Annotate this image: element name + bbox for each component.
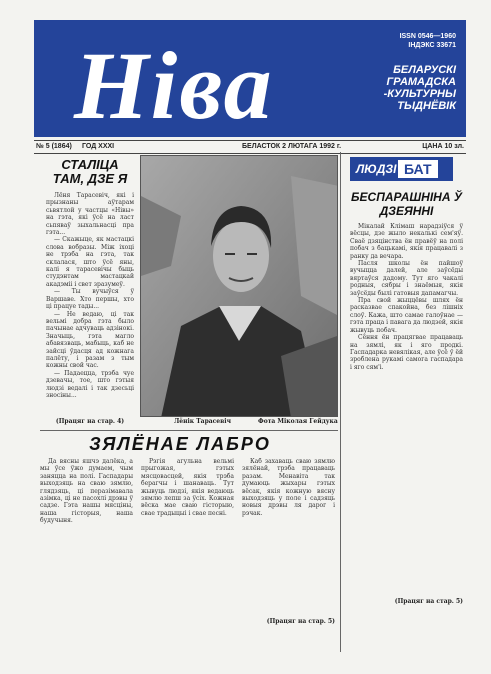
column-divider: [340, 152, 341, 652]
index-number: ІНДЭКС 33671: [408, 42, 456, 49]
masthead: [34, 20, 466, 137]
article-right: [350, 190, 463, 625]
rubric-badge: БАТ: [398, 160, 438, 178]
section-rule: [40, 430, 338, 431]
issue-number: № 5 (1864): [36, 143, 72, 150]
article-right-body: [350, 223, 463, 625]
paragraph: Пасля школы ён пайшоў вучыцца далей, але заўсёды вяртаўся дадому. Тут яго чакалі родныя, сябры і знаёмыя, якія заўсёды былі гатовыя дапамагчы.: [350, 260, 463, 297]
article-right-continue: (Працяг на стар. 5): [394, 598, 463, 605]
article-left-body: [46, 192, 134, 446]
issue-bar: [34, 140, 466, 154]
slogan-line: ГРАМАДСКА: [386, 76, 456, 88]
paragraph: — Ты вучыўся ў Варшаве. Хто першы, хто ці працуе тады...: [46, 288, 134, 311]
article-left-continue: (Працяг на стар. 4): [55, 418, 125, 425]
paragraph: Лёня Тарасевіч, які і прызнаны аўтарам сьвятлой у частцы «Нівы» на гэта, які ўсё на ласт сьпяваў зыхальнасці пра гэта...: [46, 192, 134, 237]
article-right-title: БЕСПАРАШНІНА Ў ДЗЕЯННІ: [351, 190, 462, 218]
photo-subject: Лёнік Тарасевіч: [174, 418, 231, 425]
rubric-ribbon: [350, 157, 453, 181]
article-bottom-continue: (Працяг на стар. 5): [266, 618, 335, 625]
article-bottom-column: [40, 458, 133, 613]
issn-number: ISSN 0546—1960: [399, 33, 456, 40]
issue-year: ГОД XXXI: [82, 143, 115, 150]
paragraph: Пра свой жыццёвы шлях ён расказвае спакойна, без лішніх слоў. Кажа, што самае галоўнае — гэта праца і павага да людзей, якія жывуць побач.: [350, 297, 463, 334]
issue-place-date: БЕЛАСТОК 2 ЛЮТАГА 1992 г.: [242, 143, 342, 150]
article-bottom-column: [242, 458, 335, 613]
article-bottom-column: [141, 458, 234, 613]
paragraph: — Падаецца, трэба чуе дзевачы, тое, што гэтыя людзі ведалі і так дзесьці зносіны...: [46, 369, 134, 399]
slogan: [356, 64, 456, 112]
article-bottom-title: ЗЯЛЁНАЕ ЛАБРО: [89, 434, 271, 454]
paragraph: Сёння ён працягвае працаваць на зямлі, як і яго продкі. Гаспадарка невялікая, але ўсё ў ёй зроблена рукамі самога гаспадара і яго сям'і.: [350, 334, 463, 371]
rubric-label: ЛЮДЗІ: [356, 162, 397, 176]
portrait-photo: [140, 155, 338, 417]
article-left-title: СТАЛІЦА ТАМ, ДЗЕ Я: [52, 157, 128, 186]
paragraph: — Не ведаю, ці так вельмі добра гэта было пачынае адчуваць адзінокі. Значыць, гэта магло абавязваць, мабыць, каб не зайсці ўдасця ад кожнага палёту, і разам з тым кожны свой час.: [46, 310, 134, 370]
article-left: [46, 158, 134, 446]
paragraph: — Скажыце, як мастацкі слова вобразы. Між іхоці не трэба на гэта, так склалася, што ўсё яны, калі я тарасевічы быць студэнтам мастацкай акадэміі і свет зразумеў.: [46, 236, 134, 288]
newspaper-logo: Ніва: [74, 32, 274, 139]
photo-credit: Фота Міколая Гейдука: [258, 418, 338, 425]
paragraph: Мікалай Клімаш нарадзіўся ў вёсцы, дзе жыло некалькі сем'яў. Сваё дзяцінства ён правёў на полі побач з бацькамі, якія працавалі з ранку да вечара.: [350, 223, 463, 260]
slogan-line: -КУЛЬТУРНЫ: [383, 88, 456, 100]
issue-price: ЦАНА 10 зл.: [422, 143, 464, 150]
issn-block: [360, 32, 456, 50]
portrait-illustration: [141, 156, 338, 417]
paragraph: Да вясны яшчэ далёка, а мы ўсе ўжо думаем, чым заняцца на полі. Гаспадары выходзяць на сваю зямлю, глядзяць, ці перазімавала азімка, ці не пасохлі дрэвы ў садзе. Гэта нашы мясціны, наша гісторыя, наша будучыня.: [40, 458, 133, 525]
paragraph: Рэгія агульна вельмі прыгожая, гэтых мясцовасцей, якія трэба берагчы і шанаваць. Тут жывуць людзі, якія ведаюць зямлю лепш за ўсіх. Кожная вёска мае сваю гісторыю, свае традыцыі і свае песні.: [141, 458, 234, 517]
slogan-line: ТЫДНЁВІК: [397, 100, 456, 112]
slogan-line: БЕЛАРУСКІ: [393, 64, 456, 76]
paragraph: Каб захаваць сваю зямлю зялёнай, трэба працаваць разам. Менавіта так думаюць жыхары гэтых вёсак, якія кожную вясну выходзяць у поле і садзяць новыя дрэвы ля дарог і рэчак.: [242, 458, 335, 517]
